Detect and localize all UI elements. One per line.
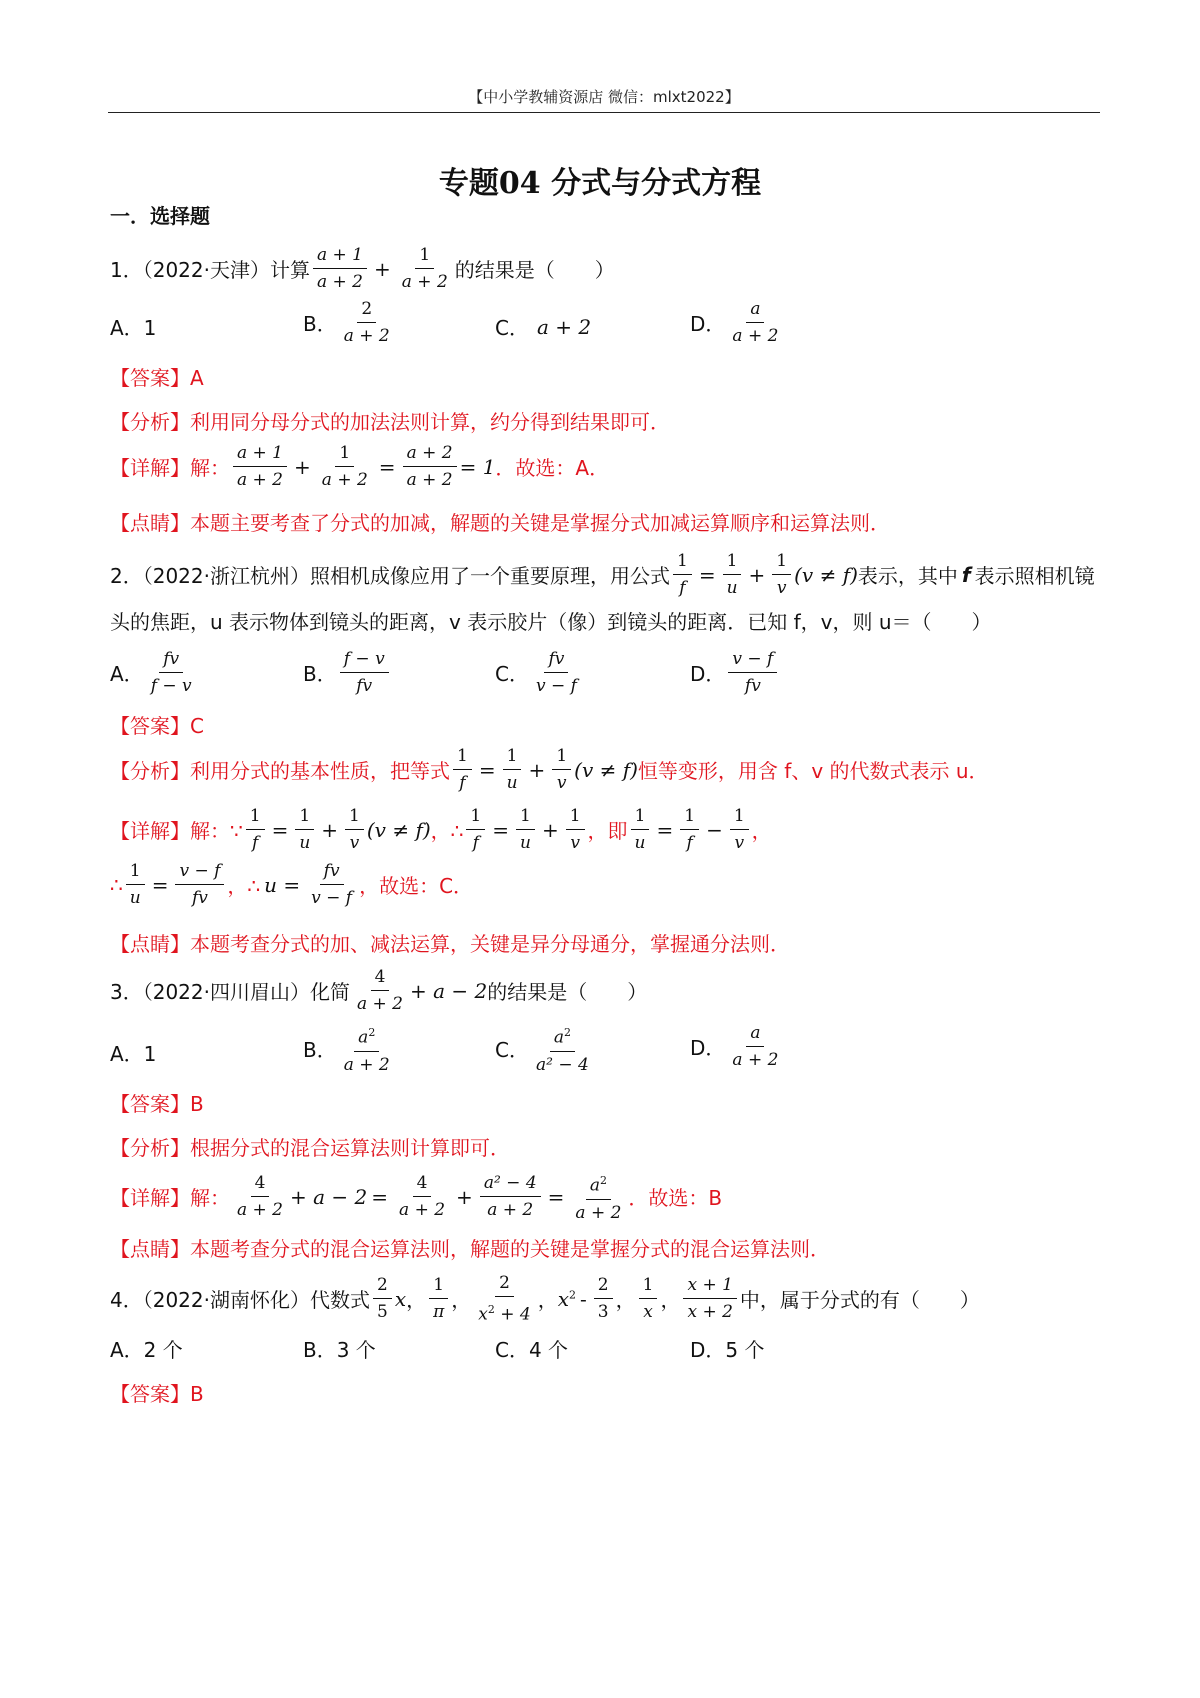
q1-option-a: A．1 bbox=[110, 316, 157, 340]
q1-detail: 【详解】解： $\frac{a + 1}{a + 2}$ + $\frac{1}{a + 2}$ = $\frac{a + 2}{a + 2}$ = 1 ．故选：A． bbox=[110, 443, 610, 490]
q3-option-d: D． $\frac{a}{a + 2}$ bbox=[690, 1023, 779, 1070]
q1-option-b: B． $\frac{2}{a + 2}$ bbox=[303, 299, 390, 346]
q4-option-b: B．3 个 bbox=[303, 1338, 376, 1362]
question-2-line-2: 头的焦距，u 表示物体到镜头的距离，v 表示胶片（像）到镜头的距离．已知 f，v，则 u＝（ ） bbox=[110, 610, 992, 634]
q4-answer: 【答案】B bbox=[110, 1382, 204, 1406]
q1-point: 【点睛】本题主要考查了分式的加减，解题的关键是掌握分式加减运算顺序和运算法则． bbox=[110, 511, 890, 535]
q2-point: 【点睛】本题考查分式的加、减法运算，关键是异分母通分，掌握通分法则． bbox=[110, 932, 790, 956]
section-heading: 一．选择题 bbox=[110, 204, 210, 228]
page-header: 【中小学教辅资源店 微信：mlxt2022】 bbox=[468, 88, 740, 106]
q2-answer: 【答案】C bbox=[110, 714, 204, 738]
q1-answer: 【答案】A bbox=[110, 366, 204, 390]
q2-option-c: C． $\frac{fv}{v - f}$ bbox=[495, 649, 577, 696]
q2-detail-line-1: 【详解】解：∵ $\frac{1}{f}$ = $\frac{1}{u}$ + $\frac{1}{v}$ (v ≠ f) ，∴ $\frac{1}{f}$ = $\frac{1}{u}$ + $\frac{1}{v}$ ，即 $\frac{1}{u}$ = $\frac{1}{f}$ − $\frac{1}{v}$ ， bbox=[110, 806, 772, 853]
q2-analysis: 【分析】利用分式的基本性质，把等式 $\frac{1}{f}$ = $\frac{1}{u}$ + $\frac{1}{v}$ (v ≠ f) 恒等变形，用含 f、v 的代数式表示 u． bbox=[110, 746, 989, 793]
q2-option-a: A． $\frac{fv}{f - v}$ bbox=[110, 649, 192, 696]
q1-fraction-1: $\frac{a + 1}{a + 2}$ bbox=[313, 244, 367, 293]
q1-prefix: 1．（2022·天津）计算 bbox=[110, 258, 310, 282]
question-2: 2．（2022·浙江杭州）照相机成像应用了一个重要原理，用公式 $\frac{1}{f}$ = $\frac{1}{u}$ + $\frac{1}{v}$ (v ≠ f) 表示，其中 f 表示照相机镜 bbox=[110, 551, 1095, 598]
q3-point: 【点睛】本题考查分式的混合运算法则，解题的关键是掌握分式的混合运算法则． bbox=[110, 1237, 830, 1261]
q4-option-c: C．4 个 bbox=[495, 1338, 569, 1362]
q2-option-d: D． $\frac{v - f}{fv}$ bbox=[690, 648, 780, 697]
q3-answer: 【答案】B bbox=[110, 1092, 204, 1116]
q2-option-b: B． $\frac{f - v}{fv}$ bbox=[303, 648, 392, 697]
q3-option-b: B． $\frac{a^2}{a + 2}$ bbox=[303, 1022, 397, 1076]
header-rule bbox=[108, 112, 1100, 113]
q3-analysis: 【分析】根据分式的混合运算法则计算即可． bbox=[110, 1136, 510, 1160]
q3-option-a: A．1 bbox=[110, 1042, 157, 1066]
q3-detail: 【详解】解： $\frac{4}{a + 2}$ + a − 2 = $\frac{4}{a + 2}$ + $\frac{\text{a² − 4}}{a + 2}$ = $\frac{a^2}{a + 2}$ ．故选：B bbox=[110, 1170, 722, 1224]
q1-option-d: D． $\frac{a}{a + 2}$ bbox=[690, 299, 779, 346]
q4-option-d: D．5 个 bbox=[690, 1338, 765, 1362]
q1-fraction-2: $\frac{1}{a + 2}$ bbox=[401, 245, 448, 292]
question-3: 3．（2022·四川眉山）化简 $\frac{4}{a + 2}$ + a − 2 的结果是（ ） bbox=[110, 967, 648, 1014]
q2-detail-line-2: ∴ $\frac{1}{u}$ = $\frac{v - f}{fv}$ ，∴ u = $\frac{fv}{v - f}$ ，故选：C． bbox=[110, 861, 474, 908]
q3-option-c: C． $\frac{a^2}{\text{a² − 4}}$ bbox=[495, 1022, 596, 1076]
page-title: 专题04 分式与分式方程 bbox=[438, 166, 762, 201]
q1-analysis: 【分析】利用同分母分式的加法法则计算，约分得到结果即可． bbox=[110, 410, 670, 434]
q1-option-c: C． a + 2 bbox=[495, 314, 592, 340]
question-1: 1．（2022·天津）计算 $\frac{a + 1}{a + 2}$ + $\frac{1}{a + 2}$ 的结果是（ ） bbox=[110, 245, 615, 292]
q1-suffix: 的结果是（ ） bbox=[454, 258, 615, 282]
q4-option-a: A．2 个 bbox=[110, 1338, 183, 1362]
question-4: 4．（2022·湖南怀化）代数式 $\frac{2}{5}$ x ， $\frac{1}{\pi}$ ， $\frac{2}{x^2 + 4}$ ， $x^2$ - $\frac{2}{3}$ ， $\frac{1}{x}$ ， $\frac{x + 1}{x + 2}$ 中，属于分式的有（ ） bbox=[110, 1273, 980, 1325]
